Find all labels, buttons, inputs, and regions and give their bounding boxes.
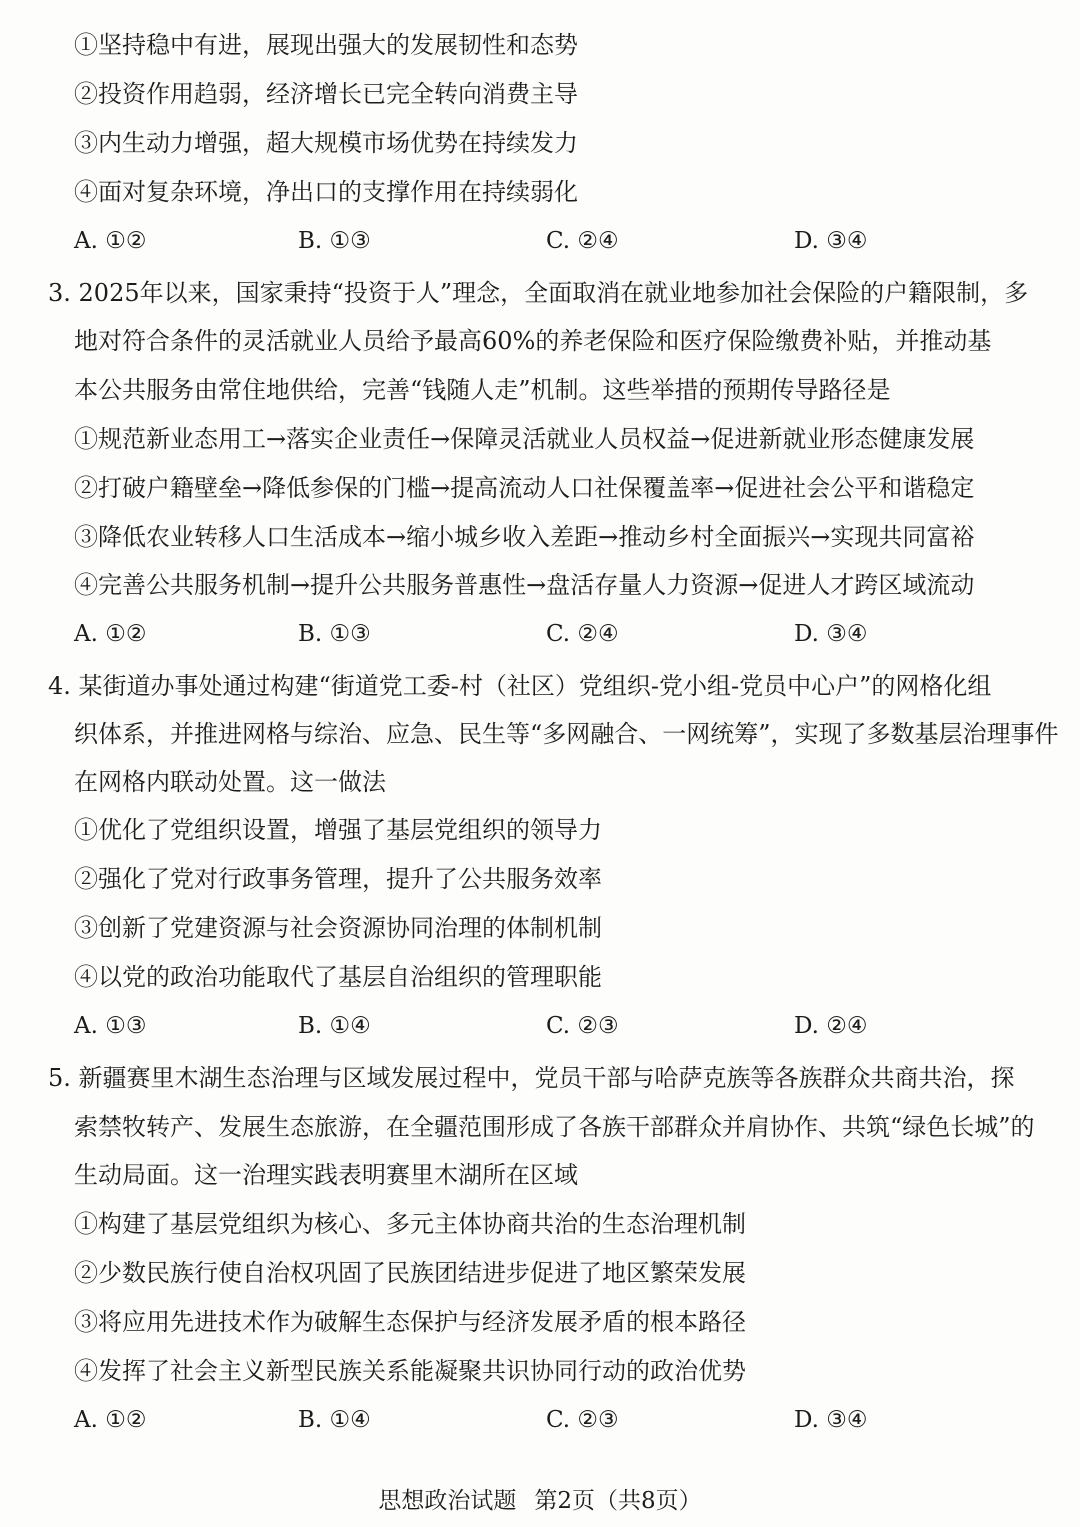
q5-stem-line-3: 生动局面。这一治理实践表明赛里木湖所在区域 bbox=[74, 1161, 578, 1189]
q3-option-4: ④完善公共服务机制→提升公共服务普惠性→盘活存量人力资源→促进人才跨区域流动 bbox=[74, 571, 975, 599]
q3-option-2: ②打破户籍壁垒→降低参保的门槛→提高流动人口社保覆盖率→促进社会公平和谐稳定 bbox=[74, 474, 975, 502]
q4-stem-line-3: 在网格内联动处置。这一做法 bbox=[74, 768, 386, 796]
q5-stem-line-2: 索禁牧转产、发展生态旅游，在全疆范围形成了各族干部群众并肩协作、共筑“绿色长城”的 bbox=[74, 1113, 1035, 1141]
q3-choice-a: A. ①② bbox=[74, 621, 147, 647]
q2-option-2: ②投资作用趋弱，经济增长已完全转向消费主导 bbox=[74, 80, 578, 108]
q4-option-4: ④以党的政治功能取代了基层自治组织的管理职能 bbox=[74, 963, 602, 991]
footer-page-number: 第2页（共8页） bbox=[534, 1488, 702, 1514]
q5-option-2: ②少数民族行使自治权巩固了民族团结进步促进了地区繁荣发展 bbox=[74, 1259, 746, 1287]
q3-option-1: ①规范新业态用工→落实企业责任→保障灵活就业人员权益→促进新就业形态健康发展 bbox=[74, 425, 975, 453]
q5-option-1: ①构建了基层党组织为核心、多元主体协商共治的生态治理机制 bbox=[74, 1210, 746, 1238]
page-footer bbox=[0, 1486, 1080, 1516]
q5-option-3: ③将应用先进技术作为破解生态保护与经济发展矛盾的根本路径 bbox=[74, 1308, 746, 1336]
q5-option-4: ④发挥了社会主义新型民族关系能凝聚共识协同行动的政治优势 bbox=[74, 1357, 746, 1385]
q5-answer-choices bbox=[74, 1405, 1014, 1435]
q3-option-3: ③降低农业转移人口生活成本→缩小城乡收入差距→推动乡村全面振兴→实现共同富裕 bbox=[74, 523, 975, 551]
q2-choice-a: A. ①② bbox=[74, 228, 147, 254]
q5-choice-d: D. ③④ bbox=[794, 1407, 868, 1433]
q3-choice-b: B. ①③ bbox=[298, 621, 371, 647]
q2-option-4: ④面对复杂环境，净出口的支撑作用在持续弱化 bbox=[74, 178, 578, 206]
q5-choice-a: A. ①② bbox=[74, 1407, 147, 1433]
q4-choice-c: C. ②③ bbox=[546, 1013, 619, 1039]
q5-choice-b: B. ①④ bbox=[298, 1407, 371, 1433]
q4-option-3: ③创新了党建资源与社会资源协同治理的体制机制 bbox=[74, 914, 602, 942]
q5-stem-line-1: 5. 新疆赛里木湖生态治理与区域发展过程中，党员干部与哈萨克族等各族群众共商共治，探 bbox=[48, 1064, 1015, 1092]
q4-option-1: ①优化了党组织设置，增强了基层党组织的领导力 bbox=[74, 816, 602, 844]
q5-choice-c: C. ②③ bbox=[546, 1407, 619, 1433]
footer-subject: 思想政治试题 bbox=[378, 1488, 517, 1514]
q4-choice-a: A. ①③ bbox=[74, 1013, 147, 1039]
q3-answer-choices bbox=[74, 619, 1014, 649]
q3-choice-d: D. ③④ bbox=[794, 621, 868, 647]
q3-choice-c: C. ②④ bbox=[546, 621, 619, 647]
q2-answer-choices bbox=[74, 226, 1014, 256]
q3-stem-line-3: 本公共服务由常住地供给，完善“钱随人走”机制。这些举措的预期传导路径是 bbox=[74, 376, 891, 404]
q3-stem-line-2: 地对符合条件的灵活就业人员给予最高60%的养老保险和医疗保险缴费补贴，并推动基 bbox=[74, 327, 992, 355]
q4-answer-choices bbox=[74, 1011, 1014, 1041]
q4-choice-d: D. ②④ bbox=[794, 1013, 868, 1039]
q2-choice-d: D. ③④ bbox=[794, 228, 868, 254]
q2-option-1: ①坚持稳中有进，展现出强大的发展韧性和态势 bbox=[74, 31, 578, 59]
q4-option-2: ②强化了党对行政事务管理，提升了公共服务效率 bbox=[74, 865, 602, 893]
q4-stem-line-1: 4. 某街道办事处通过构建“街道党工委-村（社区）党组织-党小组-党员中心户”的网格化组 bbox=[48, 672, 992, 700]
q3-stem-line-1: 3. 2025年以来，国家秉持“投资于人”理念，全面取消在就业地参加社会保险的户籍限制，多 bbox=[48, 279, 1029, 307]
q4-choice-b: B. ①④ bbox=[298, 1013, 371, 1039]
q4-stem-line-2: 织体系，并推进网格与综治、应急、民生等“多网融合、一网统筹”，实现了多数基层治理事件 bbox=[74, 720, 1059, 748]
q2-choice-b: B. ①③ bbox=[298, 228, 371, 254]
q2-option-3: ③内生动力增强，超大规模市场优势在持续发力 bbox=[74, 129, 578, 157]
q2-choice-c: C. ②④ bbox=[546, 228, 619, 254]
